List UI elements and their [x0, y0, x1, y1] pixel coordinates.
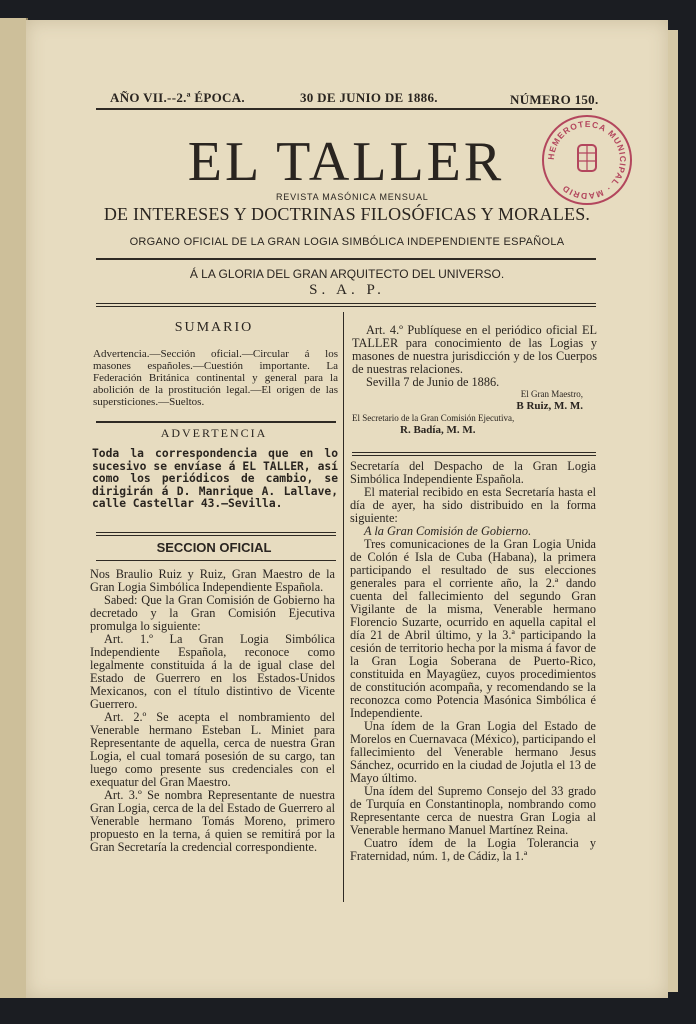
- right-rule-1: [352, 452, 596, 453]
- cadiz-communication: Cuatro ídem de la Logia Tolerancia y Fraternidad, núm. 1, de Cádiz, la 1.ª: [350, 836, 596, 863]
- issue-date: 30 DE JUNIO DE 1886.: [300, 90, 438, 105]
- advertencia-heading: ADVERTENCIA: [160, 426, 268, 440]
- place-date: Sevilla 7 de Junio de 1886.: [366, 375, 500, 389]
- secretaria-heading: Secretaría del Despacho de la Gran Logia Simbólica Independiente Española.: [350, 459, 596, 486]
- gloria-line: Á LA GLORIA DEL GRAN ARQUITECTO DEL UNIVERSO.: [189, 267, 505, 281]
- issue-number: NÚMERO 150.: [510, 92, 599, 107]
- morelos-communication: Una ídem de la Gran Logia del Estado de Morelos en Cuernavaca (México), participando el fallecimiento del Venerable hermano Jesus Sánchez, ocurrido en la ciudad de Jojutla el 13 de Mayo último.: [350, 719, 596, 785]
- signature-2-role: El Secretario de la Gran Comisión Ejecutiva,: [352, 413, 515, 423]
- decree-art3: Art. 3.º Se nombra Representante de nuestra Gran Logia, cerca de la del Estado de Guerrero al Venerable hermano Tomás Moreno, primero propuesto en la terna, á quien se remitirá por la Gran Secretaría la credencial correspondiente.: [90, 788, 335, 854]
- decree-sabed: Sabed: Que la Gran Comisión de Gobierno ha decretado y la Gran Comisión Ejecutiva promulga lo siguiente:: [90, 593, 335, 633]
- right-column-top: [352, 324, 597, 437]
- masthead-subtitle: DE INTERESES Y DOCTRINAS FILOSÓFICAS Y MORALES.: [103, 204, 591, 224]
- material-intro: El material recibido en esta Secretaría hasta el día de ayer, ha sido distribuido en la forma siguiente:: [350, 485, 596, 525]
- decree-intro: Nos Braulio Ruiz y Ruiz, Gran Maestro de la Gran Logia Simbólica Independiente Española.: [90, 567, 335, 594]
- advertencia-text: Toda la correspondencia que en lo sucesivo se envíase á EL TALLER, así como los periódicos de cambio, se dirigirán á D. Manrique A. Lallave, calle Castellar 43.—Sevilla.: [92, 447, 338, 510]
- cuba-communications: Tres comunicaciones de la Gran Logia Unida de Colón é Isla de Cuba (Habana), la primera participando el resultado de sus elecciones generales para el corriente año, la 2.ª dando cuenta del fallecimiento del segundo Gran Vigilante de la misma, Venerable hermano Florencio Suzarte, ocurrido en aquella capital el día 21 de Abril último, y la 3.ª participando la cesión de territorio hecha por la misma á favor de la Gran Logia Soberana de Puerto-Rico, constituida en Mayagüez, cuyos procedimientos de constitución acompaña, y recomendando se la reconozca como Potencia Masónica Simbólica é Independiente.: [350, 537, 596, 720]
- masthead-rule: [96, 258, 596, 260]
- signature-1-name: B Ruiz, M. M.: [516, 400, 583, 412]
- advertencia-rule-2: [96, 535, 336, 536]
- year-epoch: AÑO VII.--2.ª ÉPOCA.: [110, 90, 245, 105]
- stamp-text: HEMEROTECA MUNICIPAL · MADRID: [545, 118, 629, 202]
- column-divider: [343, 312, 344, 902]
- seccion-oficial-body: [90, 568, 335, 854]
- stamp-graphic: [544, 117, 630, 203]
- official-organ: ORGANO OFICIAL DE LA GRAN LOGIA SIMBÓLICA INDEPENDIENTE ESPAÑOLA: [129, 236, 565, 248]
- header-rule: [96, 108, 592, 110]
- sumario-rule: [96, 421, 336, 423]
- right-column-body: [350, 460, 596, 863]
- columns-top-rule-2: [96, 306, 596, 307]
- masthead-title: EL TALLER: [187, 131, 505, 193]
- right-rule-2: [352, 455, 596, 456]
- turquia-communication: Una ídem del Supremo Consejo del 33 grado de Turquía en Constantinopla, nombrando como Representante cerca de nuestra Gran Logia al Venerable hermano Manuel Martínez Reina.: [350, 784, 596, 837]
- seccion-oficial-heading: SECCION OFICIAL: [156, 540, 272, 555]
- sumario-heading: SUMARIO: [174, 320, 254, 335]
- decree-art1: Art. 1.º La Gran Logia Simbólica Independiente Española, reconoce como legalmente constituida á la de igual clase del Estado de Guerrero en los Estados-Unidos Mexicanos, con el título distintivo de Vicente Guerrero.: [90, 632, 335, 711]
- comision-gobierno: A la Gran Comisión de Gobierno.: [364, 524, 532, 538]
- sap-line: S. A. P.: [309, 282, 385, 298]
- signature-2-name: R. Badía, M. M.: [400, 424, 476, 436]
- advertencia-rule-1: [96, 532, 336, 533]
- masthead-subtitle-small: REVISTA MASÓNICA MENSUAL: [276, 192, 429, 202]
- decree-art2: Art. 2.º Se acepta el nombramiento del Venerable hermano Esteban L. Miniet para Representante de aquella, cerca de nuestra Gran Logia, el cual tomará posesión de su cargo, tan luego como presente sus credenciales con el exequatur del Gran Maestro.: [90, 710, 335, 789]
- seccion-rule: [96, 560, 336, 561]
- columns-top-rule-1: [96, 303, 596, 304]
- decree-art4: Art. 4.º Publíquese en el periódico oficial EL TALLER para conocimiento de las Logias y masones de nuestra jurisdicción y de los Cuerpos de nuestras relaciones.: [352, 323, 597, 376]
- library-stamp: [542, 115, 632, 205]
- sumario-text: Advertencia.—Sección oficial.—Circular á los masones españoles.—Cuestión importante. La Federación Británica continental y general para la abolición de la prostitución legal.—El origen de las supersticiones.—Sueltos.: [93, 348, 338, 408]
- signature-1-role: El Gran Maestro,: [520, 389, 583, 399]
